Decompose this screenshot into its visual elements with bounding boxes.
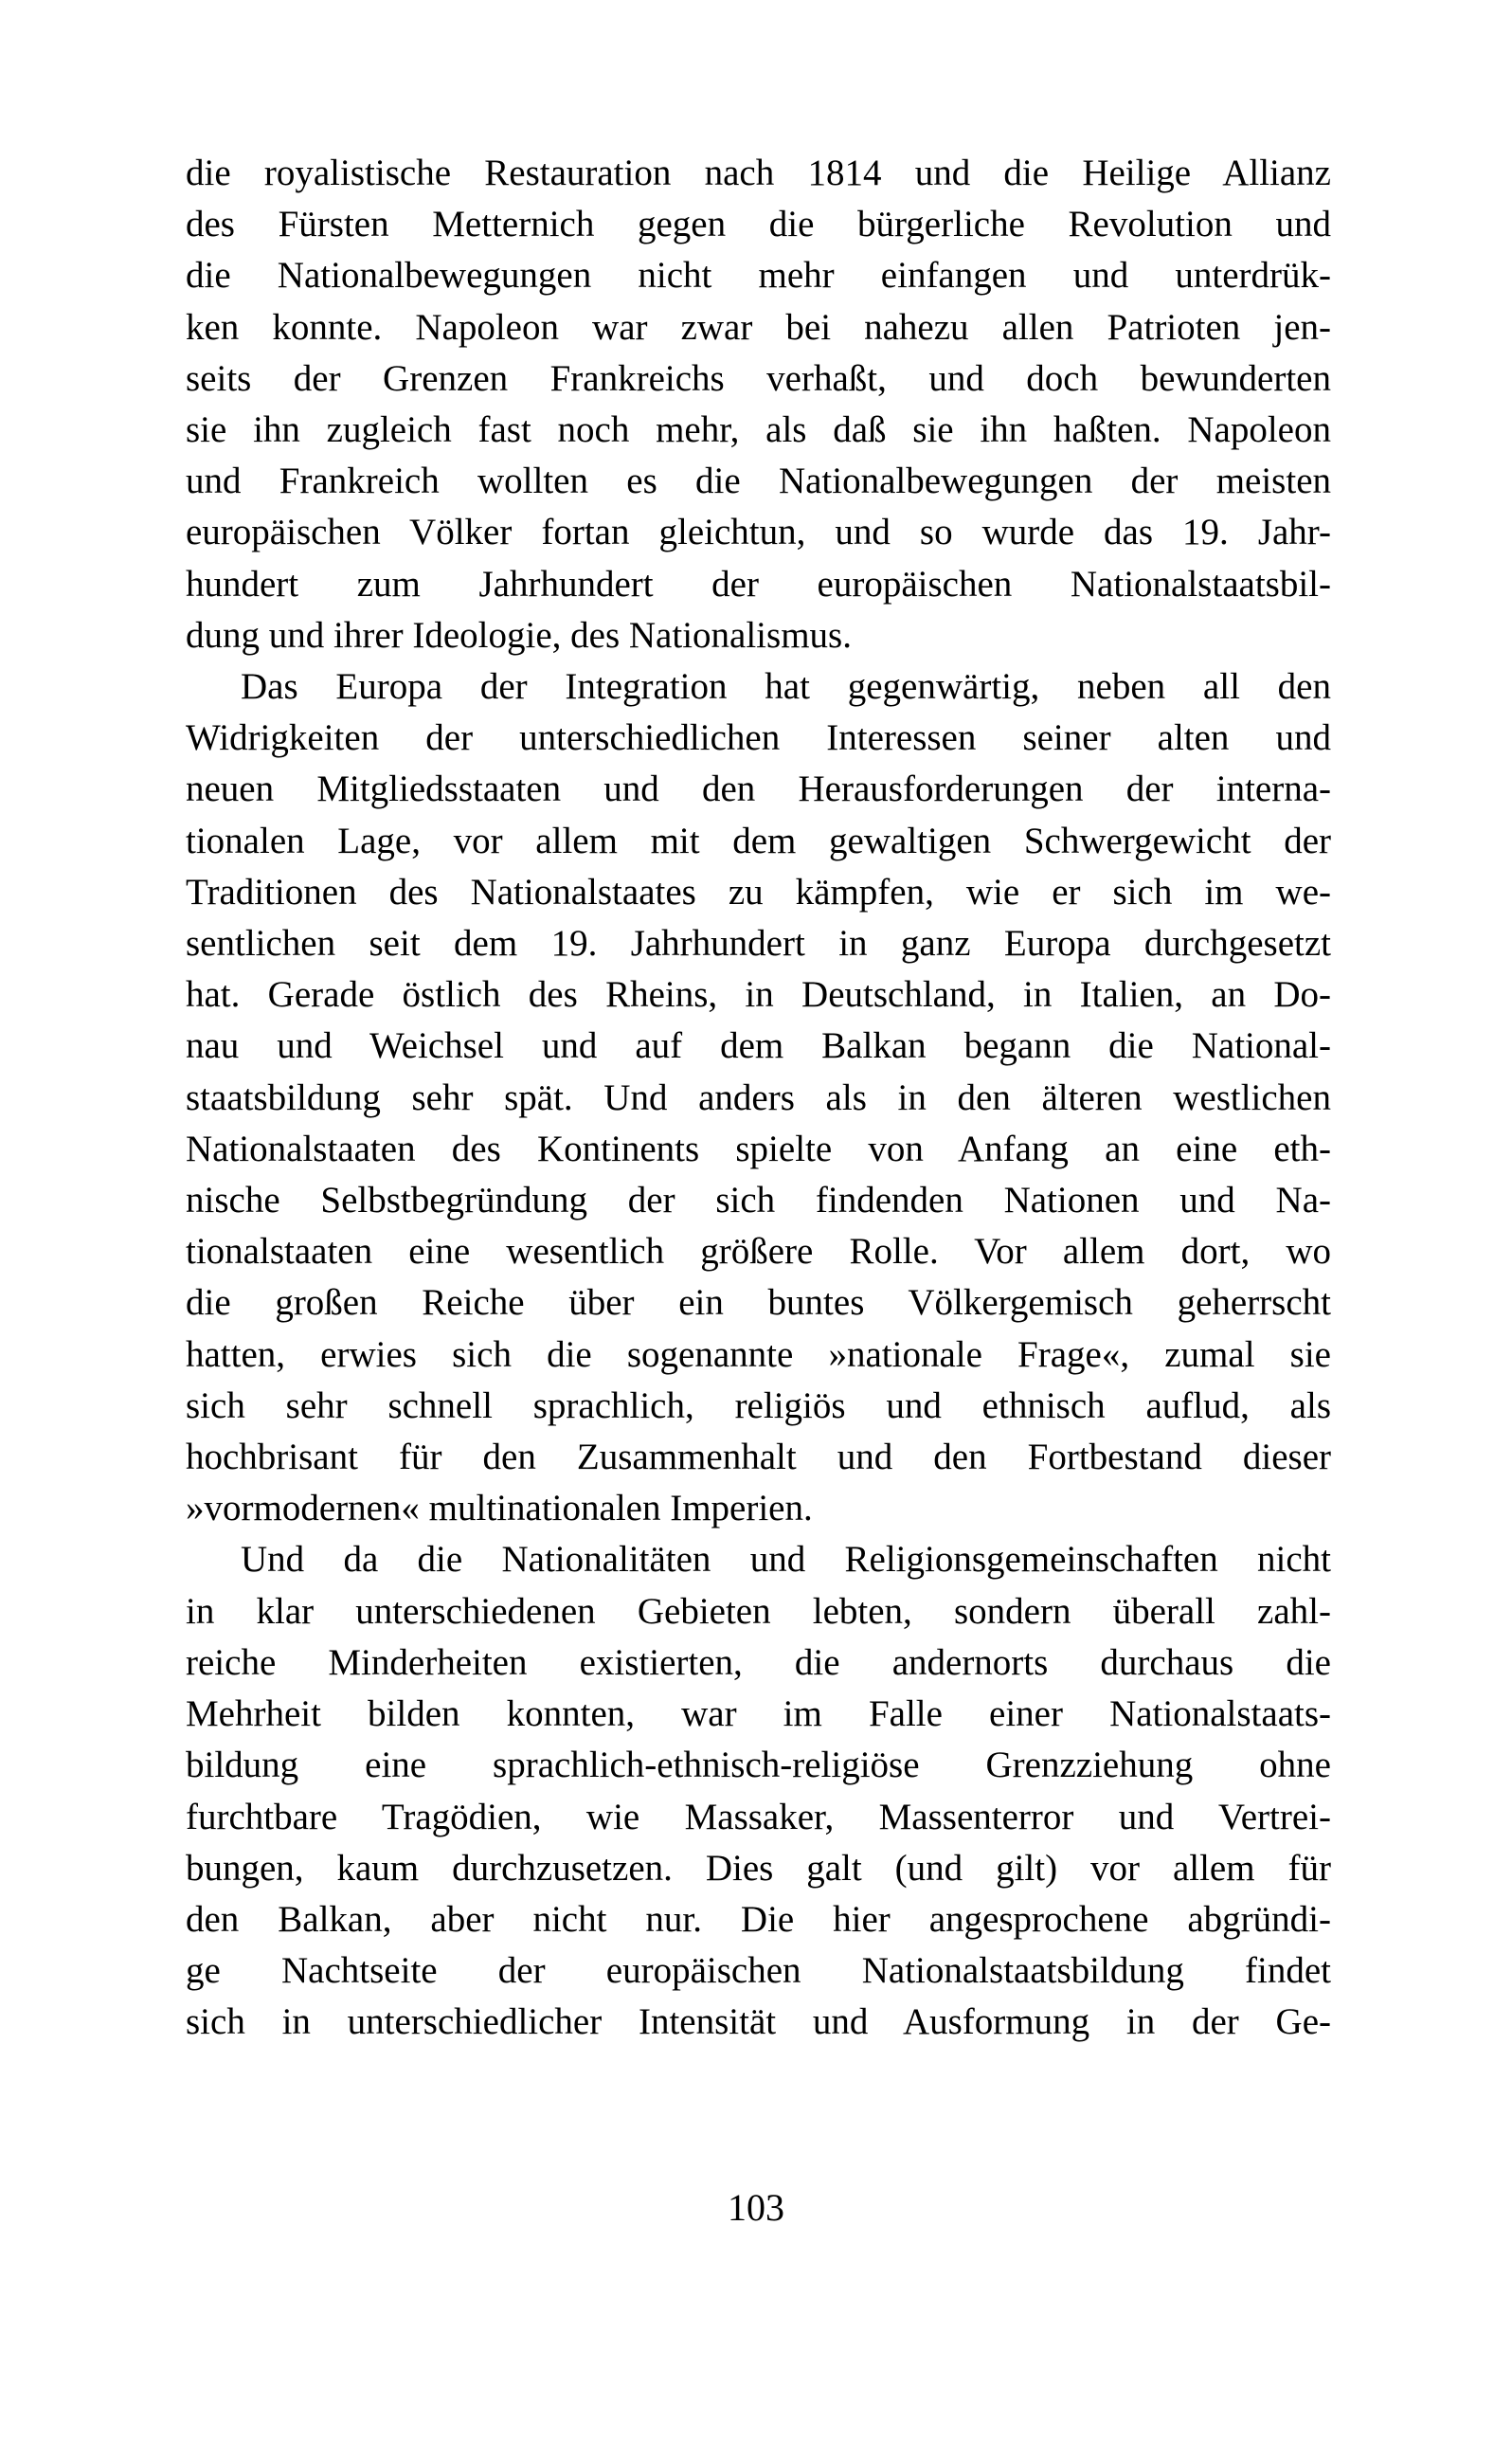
text-line: nische Selbstbegründung der sich findenden Nationen und Na- <box>186 1180 1331 1221</box>
text-block <box>186 148 1331 2049</box>
text-line: den Balkan, aber nicht nur. Die hier angesprochene abgründi- <box>186 1898 1331 1940</box>
text-line: staatsbildung sehr spät. Und anders als in den älteren westlichen <box>186 1076 1331 1118</box>
text-line: Das Europa der Integration hat gegenwärtig, neben all den <box>241 666 1331 708</box>
paragraph <box>186 661 1331 1534</box>
text-line: tionalstaaten eine wesentlich größere Rolle. Vor allem dort, wo <box>186 1231 1331 1273</box>
text-line: hochbrisant für den Zusammenhalt und den Fortbestand dieser <box>186 1437 1331 1478</box>
page-number: 103 <box>728 2186 784 2229</box>
text-line: nau und Weichsel und auf dem Balkan begann die National- <box>186 1025 1331 1067</box>
text-line: sich in unterschiedlicher Intensität und Ausformung in der Ge- <box>186 2001 1331 2043</box>
text-line: ge Nachtseite der europäischen Nationalstaatsbildung findet <box>186 1950 1331 1992</box>
text-line: die Nationalbewegungen nicht mehr einfangen und unterdrük- <box>186 255 1331 297</box>
text-line: bildung eine sprachlich-ethnisch-religiöse Grenzziehung ohne <box>186 1745 1331 1786</box>
text-line: Nationalstaaten des Kontinents spielte von Anfang an eine eth- <box>186 1128 1331 1169</box>
text-line: die großen Reiche über ein buntes Völkergemisch geherrscht <box>186 1282 1331 1324</box>
text-line: hat. Gerade östlich des Rheins, in Deutschland, in Italien, an Do- <box>186 974 1331 1016</box>
text-line: des Fürsten Metternich gegen die bürgerliche Revolution und <box>186 204 1331 245</box>
text-line: bungen, kaum durchzusetzen. Dies galt (und gilt) vor allem für <box>186 1847 1331 1889</box>
paragraph <box>186 148 1331 661</box>
text-line: tionalen Lage, vor allem mit dem gewaltigen Schwergewicht der <box>186 820 1331 861</box>
text-line: und Frankreich wollten es die Nationalbewegungen der meisten <box>186 461 1331 502</box>
text-line: sich sehr schnell sprachlich, religiös und ethnisch auflud, als <box>186 1384 1331 1426</box>
text-line: Widrigkeiten der unterschiedlichen Interessen seiner alten und <box>186 717 1331 759</box>
text-line: »vormodernen« multinationalen Imperien. <box>186 1488 813 1529</box>
text-line: hundert zum Jahrhundert der europäischen Nationalstaatsbil- <box>186 563 1331 605</box>
text-line: die royalistische Restauration nach 1814 und die Heilige Allianz <box>186 153 1331 193</box>
text-line: sentlichen seit dem 19. Jahrhundert in ganz Europa durchgesetzt <box>186 923 1331 965</box>
text-line: Traditionen des Nationalstaates zu kämpfen, wie er sich im we- <box>186 871 1331 913</box>
paragraph <box>186 1534 1331 2048</box>
text-line: hatten, erwies sich die sogenannte »nationale Frage«, zumal sie <box>186 1333 1331 1375</box>
text-line: Und da die Nationalitäten und Religionsgemeinschaften nicht <box>241 1539 1331 1581</box>
text-line: europäischen Völker fortan gleichtun, und so wurde das 19. Jahr- <box>186 512 1331 553</box>
text-line: reiche Minderheiten existierten, die andernorts durchaus die <box>186 1641 1331 1683</box>
text-line: neuen Mitgliedsstaaten und den Herausforderungen der interna- <box>186 769 1331 810</box>
text-line: Mehrheit bilden konnten, war im Falle einer Nationalstaats- <box>186 1693 1331 1735</box>
text-line: ken konnte. Napoleon war zwar bei nahezu allen Patrioten jen- <box>186 306 1331 348</box>
text-line: furchtbare Tragödien, wie Massaker, Massenterror und Vertrei- <box>186 1796 1331 1837</box>
text-line: dung und ihrer Ideologie, des Nationalismus. <box>186 614 852 656</box>
text-line: seits der Grenzen Frankreichs verhaßt, und doch bewunderten <box>186 357 1331 399</box>
text-line: sie ihn zugleich fast noch mehr, als daß sie ihn haßten. Napoleon <box>186 409 1331 451</box>
text-line: in klar unterschiedenen Gebieten lebten, sondern überall zahl- <box>186 1590 1331 1632</box>
